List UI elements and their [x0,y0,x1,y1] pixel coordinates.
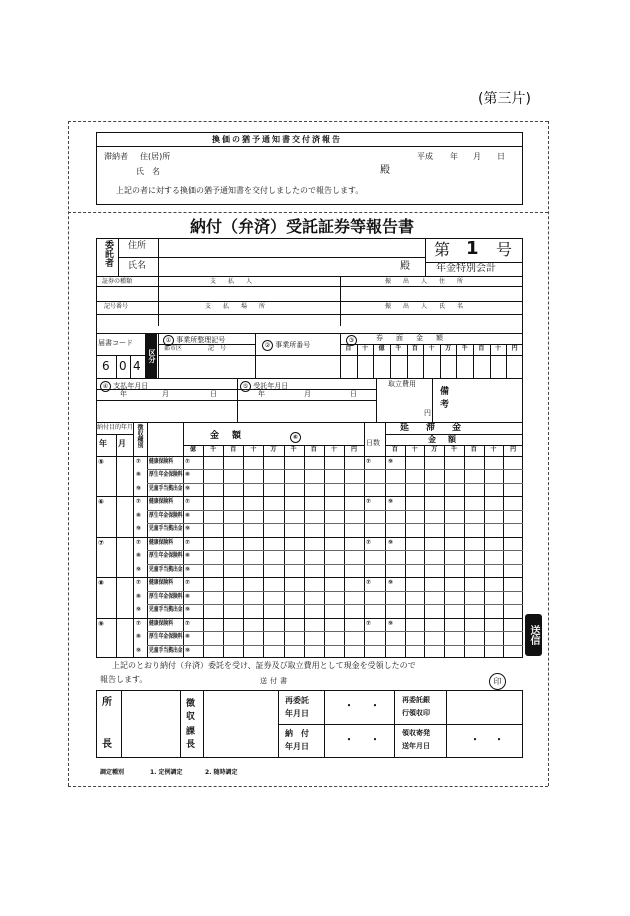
item-label: 健康保険料 [149,538,174,546]
taxpayer-label: 滞納者 [104,152,128,161]
unit-label: 百 [345,345,352,352]
column-divider [357,345,358,378]
remarks-label: 備考 [438,386,448,412]
amount-marker: ⑧ [185,633,191,641]
payer-label: 支 払 人 [210,278,256,285]
item-label: 児童手当拠出金 [149,484,183,492]
consignor-address-label: 住所 [128,241,147,251]
item-label: 厚生年金保険料 [149,552,183,560]
date-separator: ・ [470,735,480,746]
recon-receipt-label: 再委託銀 [402,696,430,704]
left-dashed-border [68,121,69,786]
column-divider [473,345,474,378]
recon-receipt-label-2: 行領収印 [402,709,430,717]
month-unit: 月 [473,152,481,161]
separator-dashed [68,212,548,213]
row-marker: ⑦ [98,538,104,547]
amount-marker: ⑦ [185,538,191,546]
pref-label: 都市区 [164,345,183,352]
top-dashed-border [68,121,548,122]
amount-units-row [183,446,364,456]
unit-label: 円 [511,345,518,352]
unit-label: 百 [478,345,485,352]
unit-label: 千 [395,345,402,352]
item-label: 厚生年金保険料 [149,592,183,600]
seal-mark: 印 [489,673,506,690]
item-label: 健康保険料 [149,579,174,587]
item-marker: ⑨ [136,565,142,573]
unit-label: 十 [490,446,497,453]
recon-label: 再委託 [285,696,309,705]
delay-units-row [385,446,523,456]
unit-label: 十 [330,446,337,453]
date-separator: ・ [370,735,380,746]
item-divider [147,550,523,551]
unit-label: 千 [290,446,297,453]
column-divider [407,345,408,378]
amount-marker: ⑧ [185,552,191,560]
unit-label: 十 [411,446,418,453]
item-divider [147,604,523,605]
item-divider [147,523,523,524]
yen-unit: 円 [424,409,431,417]
sent-label: 送付書 [260,677,290,685]
item-marker: ⑧ [136,511,142,519]
delay-marker: ⑨ [388,498,394,506]
amount-marker: ⑦ [185,498,191,506]
amount-marker: ⑨ [185,565,191,573]
date-separator: ・ [344,735,354,746]
unit-label: 億 [190,446,197,453]
unit-label: 円 [510,446,517,453]
section-head-label-2: 長 [186,740,196,750]
circle-marker-4: ④ [100,381,111,392]
pay-date-label: 支払年月日 [113,382,149,390]
deferral-statement: 上記の者に対する換価の猶予通知書を交付しましたので報告します。 [116,186,364,195]
row-marker: ⑨ [98,619,104,628]
office-reg-label: 事業所整理記号 [176,336,226,344]
delay-amount-label: 金 額 [428,435,458,444]
unit-label: 万 [431,446,438,453]
number-suffix: 号 [496,240,513,259]
account-label: 年金特別会計 [436,263,496,274]
delay-marker: ⑨ [388,619,394,627]
receive-day-unit: 日 [350,390,357,398]
pay-day-unit: 日 [210,390,217,398]
group-divider [96,618,523,619]
kind-label: 徴収種別 [136,424,143,448]
unit-label: 十 [495,345,502,352]
item-marker: ⑦ [136,498,142,506]
item-label: 厚生年金保険料 [149,471,183,479]
item-marker: ⑨ [136,484,142,492]
amount-marker: ⑧ [185,471,191,479]
symbol-label: 記 号 [208,345,227,352]
group-divider [96,496,523,497]
receipt-statement: 上記のとおり納付（弁済）委託を受け、証券及び取立費用として現金を受領したので [112,661,416,670]
row-marker: ⑧ [98,579,104,588]
circle-marker-5: ⑤ [240,381,251,392]
item-marker: ⑦ [136,619,142,627]
unit-label: 億 [378,345,385,352]
period-year-unit: 年 [99,439,107,448]
delay-label: 延 滞 金 [400,423,466,433]
unit-label: 千 [210,446,217,453]
column-divider [440,345,441,378]
row-marker: ⑤ [98,458,104,466]
circle-marker-2: ② [262,340,273,351]
item-divider [147,469,523,470]
amount-marker: ⑨ [185,525,191,533]
delay-marker: ⑨ [388,579,394,587]
item-marker: ⑧ [136,552,142,560]
pay-place-label: 支 払 場 所 [205,303,269,310]
adjust-label: 調定種別 [100,769,125,776]
group-divider [96,537,523,538]
collection-label-2: 収 [186,712,196,722]
face-amount-label: 券 面 金 額 [376,334,446,342]
document-number: 1 [466,238,479,259]
year-unit: 年 [450,152,458,161]
days-marker: ⑦ [366,458,372,465]
unit-label: 万 [270,446,277,453]
copy-label: (第三片) [478,91,531,107]
circle-marker-3: ③ [346,335,357,346]
item-label: 厚生年金保険料 [149,633,183,641]
item-divider [147,645,523,646]
address-label: 住(居)所 [140,152,171,161]
unit-label: 千 [461,345,468,352]
amount-label: 金 額 [210,431,244,441]
consignor-honorific: 殿 [400,261,410,272]
date-separator: ・ [370,701,380,712]
amount-marker: ⑦ [185,619,191,627]
receive-date-label: 受託年月日 [253,382,289,390]
consignor-label: 委託者 [103,240,113,267]
recon-label-2: 年月日 [285,709,309,718]
row-marker: ⑥ [98,498,104,507]
deposit-cost-label: 取立費用 [388,380,416,388]
days-marker: ⑦ [366,498,372,506]
unit-label: 万 [445,345,452,352]
item-label: 厚生年金保険料 [149,511,183,519]
column-divider [373,345,374,378]
face-units-row [340,345,523,355]
unit-label: 百 [470,446,477,453]
item-divider [147,483,523,484]
item-marker: ⑨ [136,646,142,654]
column-divider [390,345,391,378]
form-title: 納付（弁済）受託証券等報告書 [190,217,415,236]
deferral-report-title: 換価の猶予通知書交付済報告 [212,135,342,144]
days-label: 日数 [366,439,380,447]
receive-year-unit: 年 [258,390,265,398]
item-marker: ⑨ [136,606,142,614]
amount-marker: ⑨ [185,484,191,492]
honorific: 殿 [380,165,390,176]
detail-rows [96,456,523,658]
office-no-label: 事業所番号 [275,341,311,349]
unit-label: 円 [350,446,357,453]
delay-marker: ⑨ [388,538,394,546]
office-code-label: 届書コード [98,339,133,347]
amount-marker: ⑦ [185,579,191,587]
period-month-unit: 月 [118,439,126,448]
drawer-address-label: 振 出 人 住 所 [385,278,467,285]
amount-marker: ⑨ [185,606,191,614]
right-dashed-border [548,121,549,786]
section-head-label: 課 [186,727,196,737]
item-marker: ⑦ [136,538,142,546]
paid-label-2: 年月日 [285,742,309,751]
item-label: 健康保険料 [149,498,174,506]
item-label: 児童手当拠出金 [149,525,183,533]
days-marker: ⑦ [366,619,372,627]
symbol-number-label: 記号番号 [104,303,129,310]
unit-label: 十 [428,345,435,352]
period-label: 納付目的年月 [97,424,134,431]
code-digit: 4 [133,359,141,373]
item-label: 児童手当拠出金 [149,606,183,614]
receive-month-unit: 月 [304,390,311,398]
era-label: 平成 [417,152,433,161]
circle-marker-1: ① [163,335,174,346]
item-marker: ⑨ [136,525,142,533]
group-divider [96,577,523,578]
amount-marker: ⑧ [185,592,191,600]
column-divider [456,345,457,378]
receipt-statement-2: 報告します。 [100,675,148,684]
circle-marker-6: ⑥ [290,432,301,443]
receipt-send-label-2: 送年月日 [402,742,430,750]
office-head-label: 所 [102,697,112,708]
code-digit: 6 [102,359,110,373]
item-label: 健康保険料 [149,458,174,465]
day-unit: 日 [497,152,505,161]
column-divider [506,345,507,378]
consignor-name-label: 氏名 [128,261,147,271]
unit-label: 百 [391,446,398,453]
unit-label: 十 [250,446,257,453]
adjust-option-2: 2. 随時調定 [205,769,238,776]
date-separator: ・ [494,735,504,746]
bottom-dashed-border [68,786,548,787]
paid-label: 納 付 [285,729,309,738]
code-digit: 0 [119,359,127,373]
drawer-name-label: 振 出 人 氏 名 [385,303,467,310]
unit-label: 十 [361,345,368,352]
code-side-tab: 区分 [145,334,157,378]
item-marker: ⑧ [136,633,142,641]
item-label: 健康保険料 [149,619,174,627]
unit-label: 千 [451,446,458,453]
collection-label: 徴 [186,699,196,709]
amount-marker: ⑧ [185,511,191,519]
item-marker: ⑧ [136,592,142,600]
adjust-option-1: 1. 定例調定 [150,769,183,776]
item-label: 児童手当拠出金 [149,646,183,654]
date-separator: ・ [344,701,354,712]
unit-label: 百 [310,446,317,453]
item-divider [147,564,523,565]
office-head-label-2: 長 [102,739,112,750]
unit-label: 百 [411,345,418,352]
amount-marker: ⑦ [185,458,191,465]
days-marker: ⑦ [366,579,372,587]
name-label: 氏 名 [136,167,160,176]
item-divider [147,631,523,632]
item-divider [147,510,523,511]
column-divider [423,345,424,378]
item-divider [147,591,523,592]
unit-label: 百 [230,446,237,453]
days-marker: ⑦ [366,538,372,546]
receipt-send-label: 領収寄発 [402,729,430,737]
item-marker: ⑦ [136,458,142,465]
delay-marker: ⑨ [388,458,394,465]
column-divider [490,345,491,378]
item-marker: ⑧ [136,471,142,479]
security-type-label: 証券の種類 [102,278,133,285]
send-tab[interactable]: 送信 [525,614,542,656]
item-label: 児童手当拠出金 [149,565,183,573]
amount-marker: ⑨ [185,646,191,654]
pay-month-unit: 月 [162,390,169,398]
number-prefix: 第 [434,240,451,259]
item-marker: ⑦ [136,579,142,587]
pay-year-unit: 年 [120,390,127,398]
